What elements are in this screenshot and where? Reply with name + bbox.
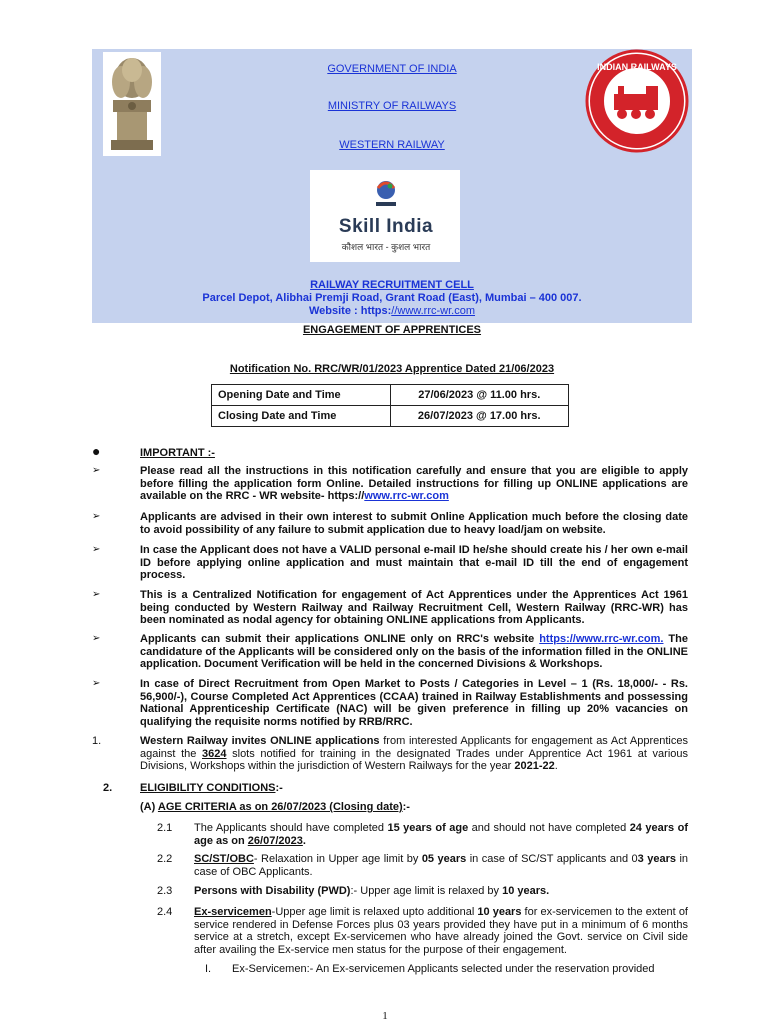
bullet-item: In case the Applicant does not have a VALID personal e-mail ID he/she should create his / her own e-mail ID before applying online application and must maintain that e-mail ID till the end of engagement process. xyxy=(140,544,688,581)
rrc-website xyxy=(92,305,692,317)
arrow-bullet-icon: ➢ xyxy=(92,678,101,689)
arrow-bullet-icon: ➢ xyxy=(92,544,101,555)
date-value: 27/06/2023 @ 11.00 hrs. xyxy=(390,385,569,406)
important-label: IMPORTANT :- xyxy=(140,447,215,459)
roman-number: I. xyxy=(205,963,212,975)
arrow-bullet-icon: ➢ xyxy=(92,633,101,644)
section-1-number: 1. xyxy=(92,735,102,747)
rail-logo-text: INDIAN RAILWAYS xyxy=(597,62,677,72)
bullet-item: Please read all the instructions in this notification carefully and ensure that you are eligible to apply before filling the application form Online. Detailed instructions for filling up ONLINE applications are available on the RRC - WR website- https://www.rrc-wr.com xyxy=(140,465,688,502)
sub-item-number: 2.3 xyxy=(157,885,173,897)
date-value: 26/07/2023 @ 17.00 hrs. xyxy=(390,406,569,427)
section-1-text: Western Railway invites ONLINE applications from interested Applicants for engagement as Act Apprentices against the 3624 slots notified for training in the designated Trades under Apprentice Act 1961 at various Divisions, Workshops within the jurisdiction of Western Railways for the year 2021-22. xyxy=(140,735,689,772)
engagement-title: ENGAGEMENT OF APPRENTICES xyxy=(302,324,482,336)
rrc-website-link[interactable]: https://www.rrc-wr.com. xyxy=(539,633,664,645)
bullet-item: Applicants can submit their applications ONLINE only on RRC's website https://www.rrc-wr.com. The candidature of the Applicants will be considered only on the basis of the information filled in the ONLINE application. Document Verification will be held in the concerned Divisions & Workshops. xyxy=(140,633,688,670)
notification-number: Notification No. RRC/WR/01/2023 Apprentice Dated 21/06/2023 xyxy=(229,363,555,375)
skill-india-wordmark: Skill India xyxy=(338,216,434,237)
rrc-title: RAILWAY RECRUITMENT CELL xyxy=(310,279,474,291)
bullet-icon: ● xyxy=(92,443,101,459)
arrow-bullet-icon: ➢ xyxy=(92,465,101,476)
bullet-item: Applicants are advised in their own interest to submit Online Application much before the closing date to avoid possibility of any failure to submit application due to heavy load/jam on website. xyxy=(140,511,688,536)
bullet-item: This is a Centralized Notification for engagement of Act Apprentices under the Apprentices Act 1961 being conducted by Western Railway and Railway Recruitment Cell, Western Railway (RRC-WR) has been nominated as nodal agency for obtaining ONLINE applications from Applicants. xyxy=(140,589,688,626)
skill-india-tagline: कौशल भारत - कुशल भारत xyxy=(341,242,431,252)
roman-item-text: Ex-Servicemen:- An Ex-servicemen Applicants selected under the reservation provided xyxy=(232,963,655,975)
bullet-item: In case of Direct Recruitment from Open Market to Posts / Categories in Level – 1 (Rs. 18,000/- - Rs. 56,900/-), Course Completed Act Apprentices (CCAA) trained in Railway Establishments and possessing National Apprenticeship Certificate (NAC) will be given preference in filling up 20% vacancies on qualifying the requisite norms notified by RRB/RRC. xyxy=(140,678,688,728)
sub-item-number: 2.4 xyxy=(157,906,173,918)
sub-item-text: Persons with Disability (PWD):- Upper age limit is relaxed by 10 years. xyxy=(194,885,550,897)
rrc-wr-link[interactable]: www.rrc-wr.com xyxy=(364,490,449,502)
western-railway-heading: WESTERN RAILWAY xyxy=(339,139,445,151)
rrc-address: Parcel Depot, Alibhai Premji Road, Grant Road (East), Mumbai – 400 007. xyxy=(202,292,582,304)
website-link[interactable]: //www.rrc-wr.com xyxy=(391,305,476,317)
table-row xyxy=(212,385,569,406)
sub-item-text: Ex-servicemen-Upper age limit is relaxed upto additional 10 years for ex-servicemen to the extent of service rendered in Defense Forces plus 03 years provided they have put in a minimum of 6 months service at a stretch, except Ex-servicemen who have already joined the Govt. service on Civil side after availing the Ex-service men status for the purpose of their engagement. xyxy=(194,906,688,956)
sub-item-number: 2.2 xyxy=(157,853,173,865)
sub-item-text: SC/ST/OBC- Relaxation in Upper age limit by 05 years in case of SC/ST applicants and 03 years in case of OBC Applicants. xyxy=(194,853,689,878)
page-number: 1 xyxy=(382,1010,388,1022)
date-label: Closing Date and Time xyxy=(212,406,391,427)
govt-of-india-heading: GOVERNMENT OF INDIA xyxy=(327,63,457,75)
date-label: Opening Date and Time xyxy=(212,385,391,406)
website-label: Website : https: xyxy=(308,305,392,317)
section-2-title: ELIGIBILITY CONDITIONS:- xyxy=(140,782,283,794)
arrow-bullet-icon: ➢ xyxy=(92,589,101,600)
arrow-bullet-icon: ➢ xyxy=(92,511,101,522)
table-row xyxy=(212,406,569,427)
sub-item-number: 2.1 xyxy=(157,822,173,834)
dates-table xyxy=(211,384,569,427)
sub-item-text: The Applicants should have completed 15 years of age and should not have completed 24 years of age as on 26/07/2023. xyxy=(194,822,688,847)
ministry-heading: MINISTRY OF RAILWAYS xyxy=(327,100,457,112)
age-criteria-heading: (A) AGE CRITERIA as on 26/07/2023 (Closing date):- xyxy=(140,801,410,813)
section-2-number: 2. xyxy=(103,782,113,794)
